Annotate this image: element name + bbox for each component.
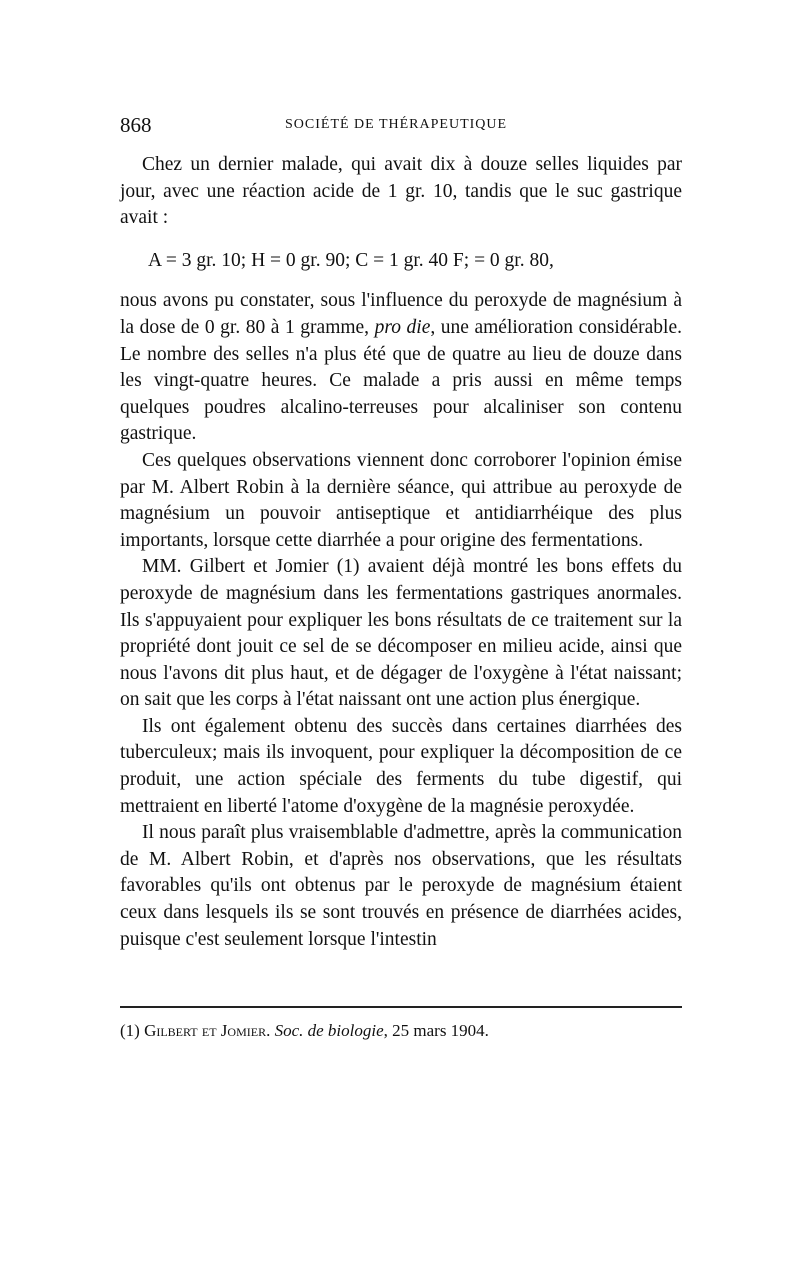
footnote-marker: (1) bbox=[120, 1021, 140, 1040]
footnote-authors: Gilbert et Jomier. bbox=[144, 1021, 271, 1040]
paragraph-2-italic: pro die bbox=[374, 316, 431, 338]
paragraph-5: Ils ont également obtenu des succès dans certaines diarrhées des tuberculeux; mais ils invoquent, pour expliquer la décomposition de ce produit, une action spéciale des ferments du tube digestif, qui mettraient en liberté l'atome d'oxygène de la magnésie peroxydée. bbox=[120, 715, 682, 817]
running-title: SOCIÉTÉ DE THÉRAPEUTIQUE bbox=[285, 117, 508, 132]
body-text bbox=[120, 152, 682, 953]
paragraph-1: Chez un dernier malade, qui avait dix à douze selles liquides par jour, avec une réaction acide de 1 gr. 10, tandis que le suc gastrique avait : bbox=[120, 154, 682, 229]
footnote-journal: Soc. de biologie bbox=[274, 1021, 384, 1040]
footnote-date: , 25 mars 1904. bbox=[383, 1021, 489, 1040]
formula-line: A = 3 gr. 10; H = 0 gr. 90; C = 1 gr. 40 F; = 0 gr. 80, bbox=[148, 249, 554, 271]
running-header bbox=[120, 113, 680, 139]
paragraph-2-end: , une amélioration considérable. Le nombre des selles n'a plus été que de quatre au lieu de douze dans les vingt-quatre heures. Ce malade a pris aussi en même temps quelques poudres alcalino-terreuses pour alcaliniser son contenu gastrique. bbox=[120, 316, 682, 445]
paragraph-2 bbox=[120, 288, 682, 448]
paragraph-6: Il nous paraît plus vraisemblable d'admettre, après la communication de M. Albert Robin, et d'après nos observations, que les résultats favorables qu'ils ont obtenus par le peroxyde de magnésium étaient ceux dans lesquels ils se sont trouvés en présence de diarrhées acides, puisque c'est seulement lorsque l'intestin bbox=[120, 822, 682, 950]
paragraph-4: MM. Gilbert et Jomier (1) avaient déjà montré les bons effets du peroxyde de magnésium dans les fermentations gastriques anormales. Ils s'appuyaient pour expliquer les bons résultats de ce traitement sur la propriété dont jouit ce sel de se décomposer en milieu acide, ainsi que nous l'avons dit plus haut, et de dégager de l'oxygène à l'état naissant; on sait que les corps à l'état naissant ont une action plus énergique. bbox=[120, 556, 682, 711]
paragraph-2-start: nous avons pu constater, sous l'influence du peroxyde de magnésium à la dose de 0 gr. 80 à 1 gramme, bbox=[120, 290, 682, 338]
footnote-divider bbox=[120, 1006, 682, 1008]
paragraph-3: Ces quelques observations viennent donc corroborer l'opinion émise par M. Albert Robin à la dernière séance, qui attribue au peroxyde de magnésium un pouvoir antiseptique et antidiarrhéique des plus importants, lorsque cette diarrhée a pour origine des fermentations. bbox=[120, 449, 682, 551]
page-number: 868 bbox=[120, 113, 152, 137]
footnote bbox=[120, 1020, 682, 1042]
